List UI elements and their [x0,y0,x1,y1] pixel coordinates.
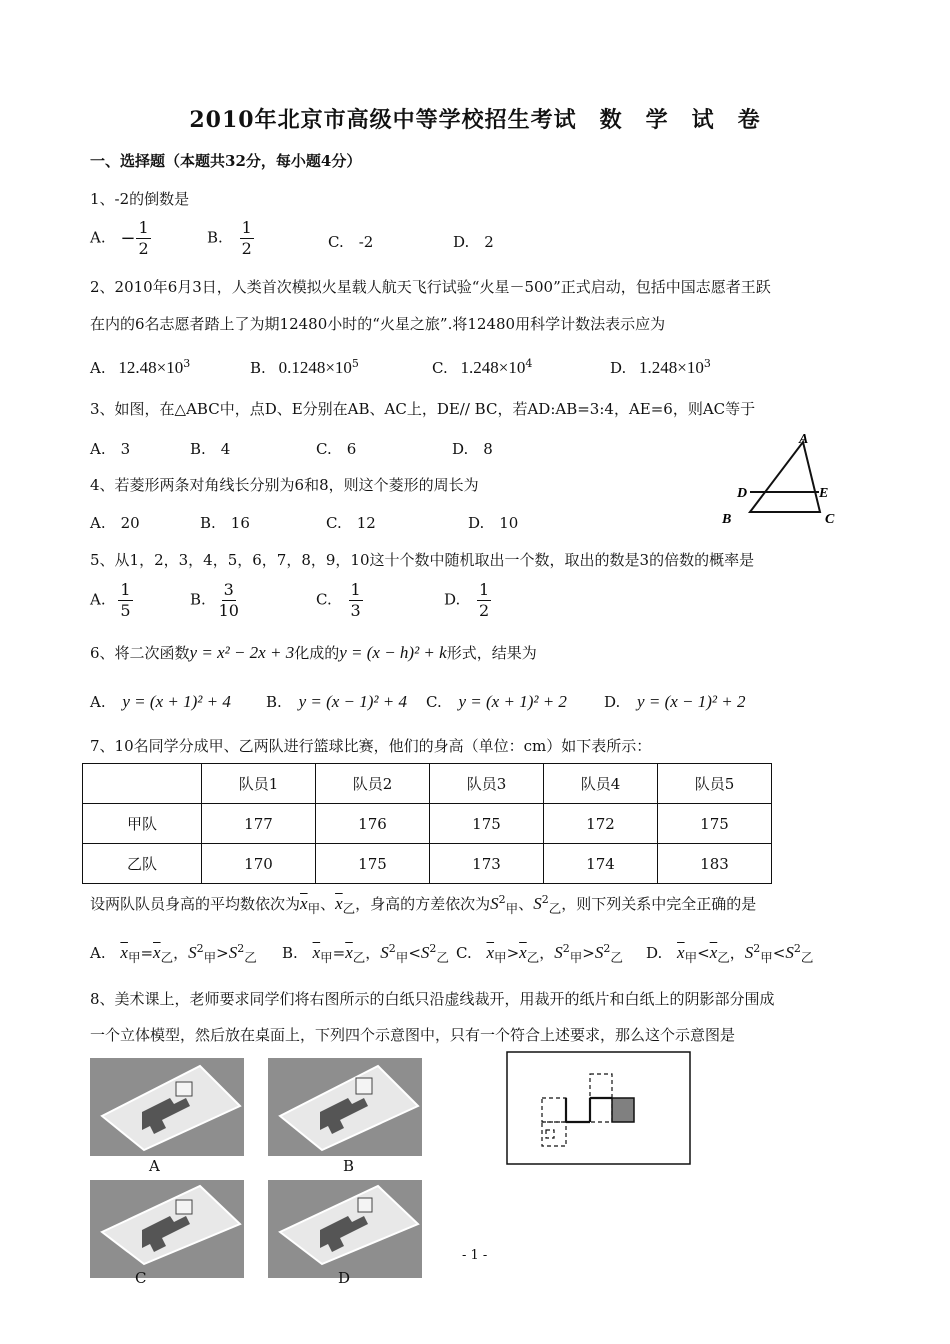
mean-symbol: $\overline{x}$ [335,894,343,913]
mean-symbol: $\overline{x}$ [153,943,161,962]
stem-text: 化成的 [294,644,340,662]
question-3-stem: 3、如图，在△ABC中，点D、E分别在AB、AC上，DE// BC，若AD:AB=3:4，AE=6，则AC等于 [90,400,756,418]
exponent: 4 [525,357,533,370]
option-label: D. [604,693,621,711]
question-1-option-c: C. -2 [328,233,374,251]
question-4-option-c: C. 12 [326,514,376,532]
option-label: A. [90,944,106,962]
option-label: B. [190,590,206,609]
table-row [83,844,772,884]
question-3-option-a: A. 3 [90,440,131,458]
table-cell: 队员5 [658,764,772,804]
question-7-option-a: A. $\overline{x}_甲=\overline{x}_乙$，$S^2_甲>S^2_乙$ [90,942,257,965]
section-heading: 一、选择题（本题共32分，每小题4分） [90,152,362,170]
subscript: 乙 [526,950,540,965]
mean-symbol: $\overline{x}$ [486,943,495,962]
exponent: 2 [541,893,549,906]
relation: > [582,944,595,962]
subscript: 甲 [307,901,321,916]
table-header-row [83,764,772,804]
option-value: y = (x − 1)² + 2 [637,692,746,711]
question-4-option-a: A. 20 [90,514,140,532]
question-4-option-b: B. 16 [200,514,250,532]
denominator: 10 [218,601,239,620]
denominator: 2 [241,239,252,258]
relation: < [697,944,710,962]
cut-lines [542,1074,612,1146]
variance-symbol: S [533,894,542,913]
option-value: y = (x + 1)² + 4 [122,692,231,711]
question-5-option-b [190,580,239,621]
question-7-option-b: B. $\overline{x}_甲=\overline{x}_乙$，$S^2_甲<S^2_乙$ [282,942,449,965]
subscript: 乙 [548,901,562,916]
table-cell: 队员3 [430,764,544,804]
table-cell [83,764,202,804]
question-5-stem: 5、从1，2，3，4，5，6，7，8，9，10这十个数中随机取出一个数，取出的数是3的倍数的概率是 [90,551,755,569]
question-2-option-d [610,357,711,378]
mean-symbol: $\overline{x}$ [519,943,527,962]
exponent: 2 [237,942,245,955]
subscript: 甲 [684,950,698,965]
option-label: C. [316,590,332,609]
table-cell: 183 [658,844,772,884]
subscript: 甲 [203,950,217,965]
subscript: 乙 [244,950,257,965]
table-cell: 176 [316,804,430,844]
vertex-label-c: C [825,512,835,527]
option-value: y = (x − 1)² + 4 [298,692,408,711]
question-6-option-b [266,692,407,712]
option-label: C. [456,944,472,962]
option-label: D. [646,944,663,962]
option-label: B. [207,228,223,247]
caption-a: A [149,1157,160,1175]
exponent: 2 [562,942,570,955]
table-row [83,804,772,844]
question-1-option-a [90,218,151,259]
question-2-option-c [432,357,532,378]
option-label: B. [282,944,298,962]
stem-text: 形式，结果为 [446,644,537,662]
numerator: 1 [350,580,361,599]
table-cell: 乙队 [83,844,202,884]
table-cell: 177 [202,804,316,844]
height-table [82,763,772,884]
fraction [477,580,491,621]
option-label: D. [610,359,627,377]
option-label: B. [266,693,282,711]
option-label: B. [250,359,266,377]
exponent: 2 [429,942,437,955]
fraction [240,218,254,259]
caption-d: D [338,1269,351,1287]
table-cell: 甲队 [83,804,202,844]
shaded-square [612,1098,634,1122]
triangle-figure [715,430,845,530]
variance-symbol: S [188,943,197,962]
question-2-stem-line2: 在内的6名志愿者踏上了为期12480小时的“火星之旅”.将12480用科学计数法表示应为 [90,315,666,333]
exponent: 5 [351,357,359,370]
relation: > [216,944,229,962]
question-7-option-c: C. $\overline{x}_甲>\overline{x}_乙$，$S^2_甲>S^2_乙$ [456,942,623,965]
option-d-photo [268,1180,422,1278]
table-cell: 173 [430,844,544,884]
subscript: 甲 [494,950,507,965]
numerator: 1 [241,218,252,237]
subscript: 乙 [800,950,814,965]
fraction [136,218,150,259]
table-cell: 170 [202,844,316,884]
question-1-option-d: D. 2 [453,233,494,251]
variance-symbol: S [744,943,754,962]
question-7-condition: 设两队队员身高的平均数依次为$\overline{x}_甲$、$\overline{x}_乙$，身高的方差依次为$S^2_甲$、$S^2_乙$，则下列关系中完全正确的是 [90,893,757,916]
denominator: 5 [120,601,131,620]
option-value: 1.248×10 [639,358,704,377]
relation: = [140,944,154,962]
subscript: 甲 [320,950,333,965]
denominator: 2 [479,601,490,620]
formula: y = (x − h)² + k [339,643,447,662]
subscript: 甲 [569,950,583,965]
question-6-option-d [604,692,745,712]
table-cell: 175 [316,844,430,884]
variance-symbol: S [228,943,238,962]
table-cell: 174 [544,844,658,884]
subscript: 甲 [505,901,519,916]
subscript: 乙 [352,950,366,965]
option-value: y = (x + 1)² + 2 [458,692,567,711]
subscript: 乙 [717,950,730,965]
question-2-stem-line1: 2、2010年6月3日，人类首次模拟火星载人航天飞行试验“火星－500”正式启动，包括中国志愿者王跃 [90,278,771,296]
relation: < [772,944,786,962]
caption-c: C [135,1269,147,1287]
question-4-option-d: D. 10 [468,514,519,532]
table-cell: 队员4 [544,764,658,804]
variance-symbol: S [420,943,430,962]
option-label: D. [444,590,461,609]
model-image [268,1058,422,1156]
vertex-label-d: D [737,486,748,501]
mean-symbol: $\overline{x}$ [120,943,128,962]
option-b-photo [268,1058,422,1156]
table-cell: 175 [658,804,772,844]
exponent: 2 [196,942,204,955]
mean-symbol: $\overline{x}$ [300,894,308,913]
stem-text: 设两队队员身高的平均数依次为 [90,895,301,913]
vertex-label-a: A [799,432,809,447]
subscript: 乙 [610,950,623,965]
mean-symbol: $\overline{x}$ [709,943,718,962]
variance-symbol: S [380,943,389,962]
mean-symbol: $\overline{x}$ [677,943,685,962]
table-cell: 175 [430,804,544,844]
subscript: 甲 [395,950,409,965]
question-6-stem [90,642,537,663]
subscript: 乙 [160,950,174,965]
question-8-stem-line2: 一个立体模型，然后放在桌面上，下列四个示意图中，只有一个符合上述要求，那么这个示意图是 [90,1026,736,1044]
minus-sign: − [120,228,136,249]
fraction [219,580,239,621]
denominator: 2 [138,239,149,258]
table-cell: 队员1 [202,764,316,804]
question-8-stem-line1: 8、美术课上，老师要求同学们将右图所示的白纸只沿虚线裁开，用裁开的纸片和白纸上的阴影部分围成 [90,990,775,1008]
triangle-abc [750,442,820,512]
exponent: 2 [498,893,506,906]
exponent: 3 [183,357,191,370]
question-3-option-c: C. 6 [316,440,357,458]
question-1-stem: 1、-2的倒数是 [90,190,190,208]
question-6-option-a [90,692,231,712]
question-2-option-b [250,357,359,378]
exam-title: 2010年北京市高级中等学校招生考试 数 学 试 卷 [189,107,761,133]
subscript: 乙 [342,901,356,916]
question-6-option-c [426,692,567,712]
exponent: 2 [388,942,396,955]
model-image [90,1058,244,1156]
question-2-option-a [90,357,190,378]
option-c-photo [90,1180,244,1278]
vertex-label-b: B [722,512,732,527]
question-7-stem: 7、10名同学分成甲、乙两队进行篮球比赛，他们的身高（单位：cm）如下表所示： [90,737,652,755]
variance-symbol: S [785,943,794,962]
question-1-option-b [207,218,254,259]
table-cell: 队员2 [316,764,430,804]
variance-symbol: S [554,943,563,962]
variance-symbol: S [594,943,604,962]
option-label: A. [90,693,106,711]
caption-b: B [343,1157,355,1175]
question-5-option-c [316,580,363,621]
option-label: C. [426,693,442,711]
stem-text: ，则下列关系中完全正确的是 [561,895,757,913]
option-value: 0.1248×10 [278,358,352,377]
relation: = [332,944,346,962]
subscript: 乙 [436,950,449,965]
fraction [349,580,363,621]
question-5-option-d [444,580,491,621]
numerator: 3 [223,580,234,599]
stem-text: ，身高的方差依次为 [355,895,491,913]
model-image [268,1180,422,1268]
numerator: 1 [138,218,149,237]
option-label: A. [90,228,106,247]
question-3-option-d: D. 8 [452,440,493,458]
model-image [90,1180,244,1268]
subscript: 甲 [760,950,773,965]
question-7-option-d: D. $\overline{x}_甲<\overline{x}_乙$，$S^2_甲<S^2_乙$ [646,942,814,965]
table-cell: 172 [544,804,658,844]
variance-symbol: S [490,894,499,913]
option-label: A. [90,359,106,377]
relation: < [408,944,421,962]
exponent: 2 [753,942,761,955]
page-number: - 1 - [462,1248,488,1263]
fraction [118,580,132,621]
numerator: 1 [120,580,131,599]
exponent: 2 [793,942,801,955]
subscript: 甲 [127,950,141,965]
option-value: 12.48×10 [118,358,184,377]
mean-symbol: $\overline{x}$ [345,943,353,962]
paper-template-figure [506,1050,692,1166]
fold-lines [566,1098,612,1122]
option-label: A. [90,590,106,609]
mean-symbol: $\overline{x}$ [312,943,321,962]
stem-text: 6、将二次函数 [90,644,190,662]
relation: > [506,944,520,962]
question-5-option-a [90,580,133,621]
option-label: C. [432,359,448,377]
denominator: 3 [350,601,361,620]
option-a-photo [90,1058,244,1156]
question-4-stem: 4、若菱形两条对角线长分别为6和8，则这个菱形的周长为 [90,476,479,494]
formula: y = x² − 2x + 3 [189,643,295,662]
exponent: 3 [703,357,711,370]
paper-outline [507,1052,690,1164]
exponent: 2 [603,942,611,955]
option-value: 1.248×10 [460,358,526,377]
question-3-option-b: B. 4 [190,440,231,458]
numerator: 1 [479,580,490,599]
vertex-label-e: E [819,486,829,501]
